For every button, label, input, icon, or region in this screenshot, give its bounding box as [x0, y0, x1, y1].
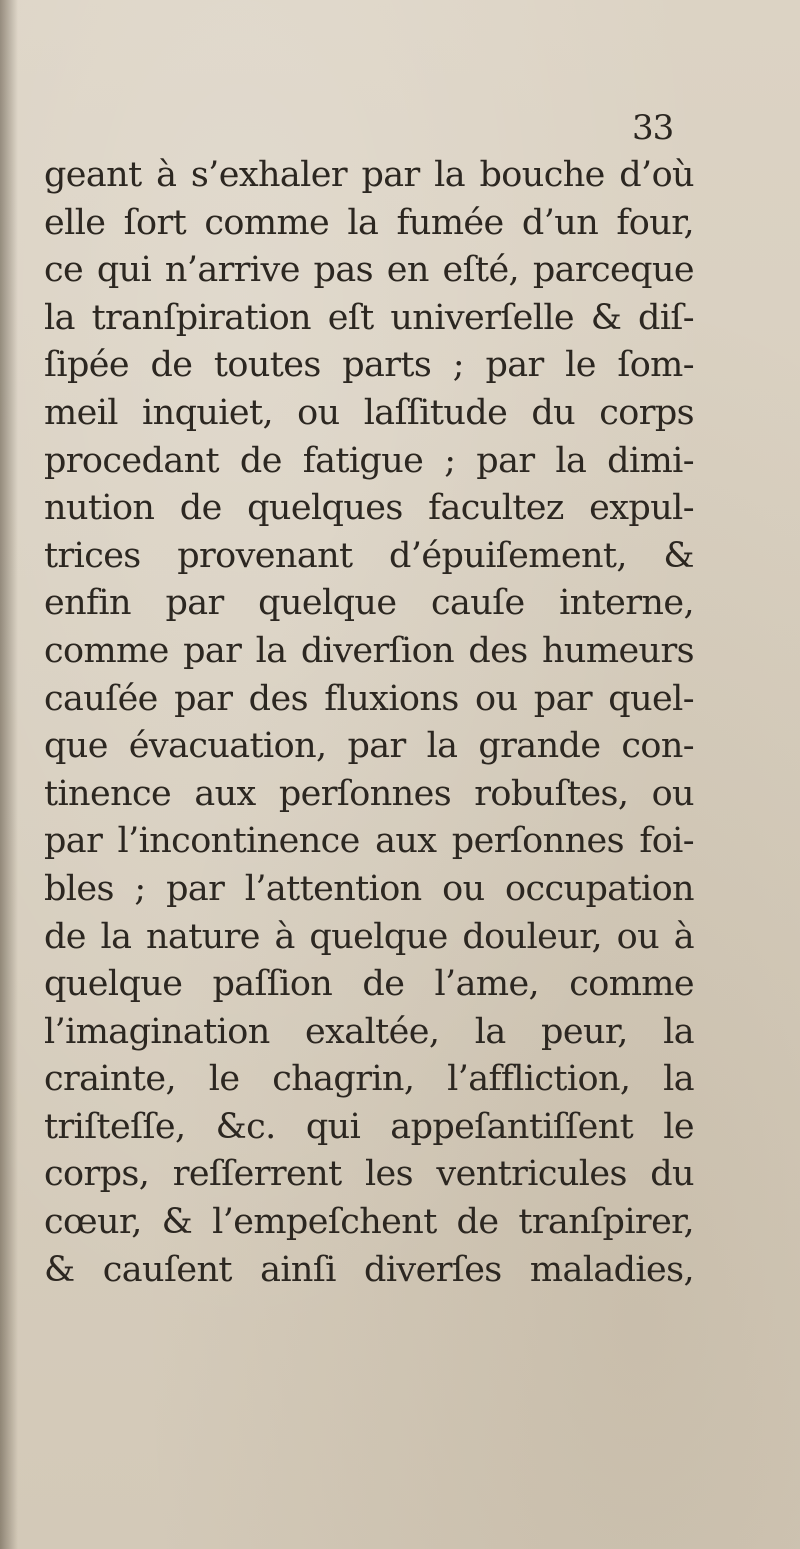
- text-line: la tranſpiration eſt univerſelle & diſ-: [44, 297, 694, 338]
- text-line: elle ſort comme la fumée d’un four,: [44, 202, 694, 243]
- text-line: bles ; par l’attention ou occupation: [44, 868, 694, 909]
- text-line: & cauſent ainſi diverſes maladies,: [44, 1249, 694, 1290]
- text-line: quelque paſſion de l’ame, comme: [44, 964, 694, 1005]
- text-line: par l’incontinence aux perſonnes foi-: [44, 821, 694, 862]
- text-line: ce qui n’arrive pas en eſté, parceque: [44, 250, 694, 291]
- text-line: tinence aux perſonnes robuſtes, ou: [44, 773, 694, 814]
- text-line: enfin par quelque cauſe interne,: [44, 583, 694, 624]
- text-line: comme par la diverſion des humeurs: [44, 630, 694, 671]
- page-number: 33: [632, 108, 674, 148]
- text-line: cauſée par des fluxions ou par quel-: [44, 678, 694, 719]
- text-line: crainte, le chagrin, l’affliction, la: [44, 1059, 694, 1100]
- text-line: nution de quelques facultez expul-: [44, 488, 694, 529]
- text-line: l’imagination exaltée, la peur, la: [44, 1011, 694, 1052]
- text-line: de la nature à quelque douleur, ou à: [44, 916, 694, 957]
- body-text: [44, 152, 694, 1294]
- gutter-shadow: [0, 0, 18, 1549]
- text-line: meil inquiet, ou laſſitude du corps: [44, 392, 694, 433]
- text-line: corps, reſſerrent les ventricules du: [44, 1154, 694, 1195]
- text-line: procedant de fatigue ; par la dimi-: [44, 440, 694, 481]
- text-line: trices provenant d’épuiſement, &: [44, 535, 694, 576]
- text-line: ſipée de toutes parts ; par le ſom-: [44, 345, 694, 386]
- text-line: geant à s’exhaler par la bouche d’où: [44, 155, 694, 195]
- text-line: que évacuation, par la grande con-: [44, 726, 694, 767]
- text-line: triſteſſe, &c. qui appeſantiſſent le: [44, 1106, 694, 1147]
- text-line: cœur, & l’empeſchent de tranſpirer,: [44, 1202, 694, 1243]
